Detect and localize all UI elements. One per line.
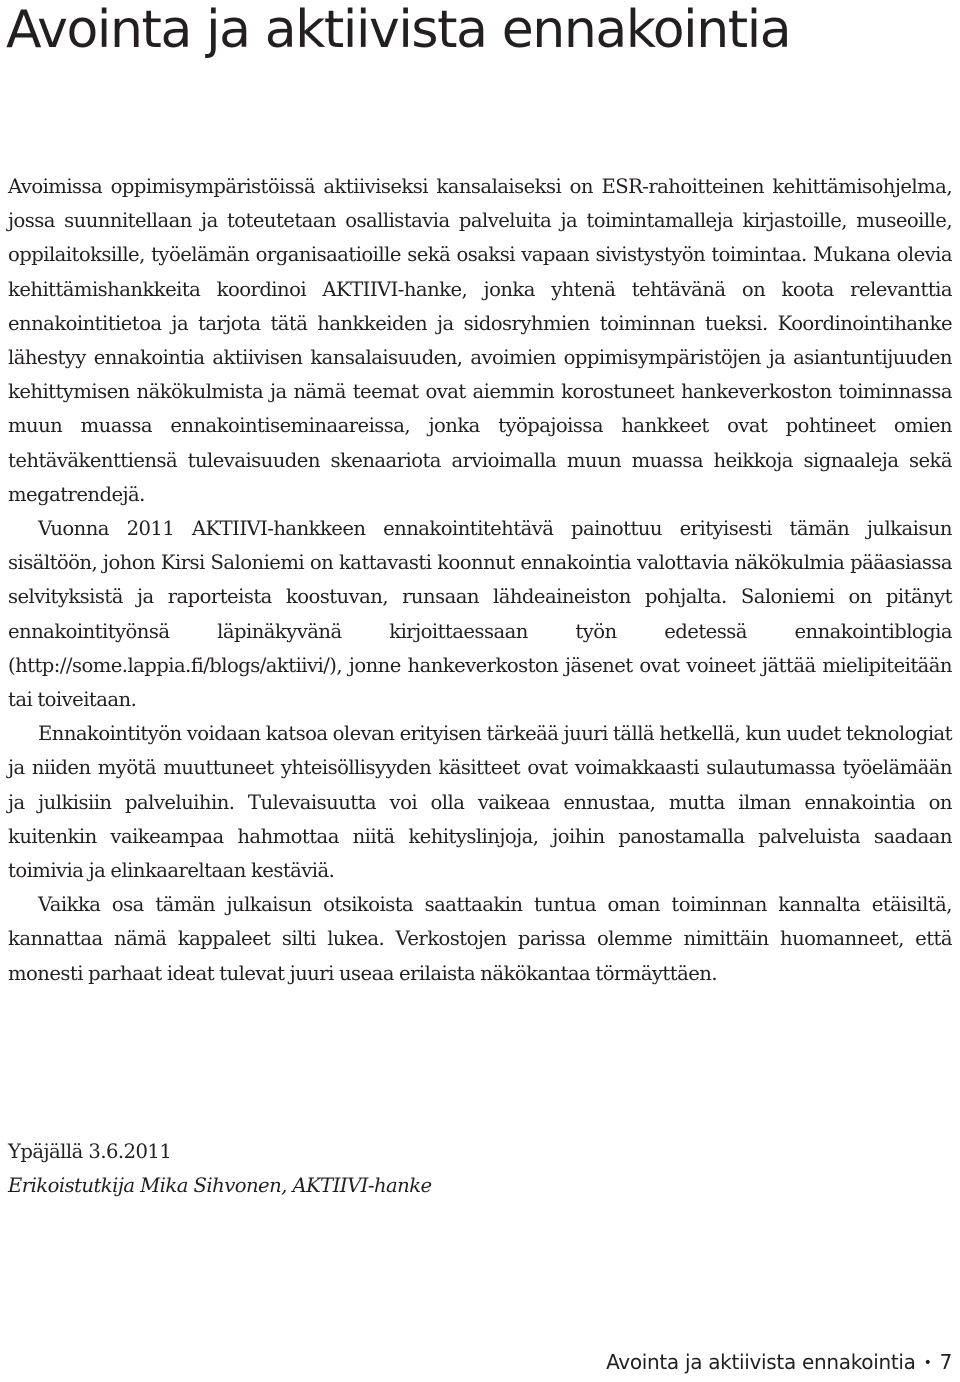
body-text bbox=[8, 170, 952, 991]
bullet-separator: • bbox=[923, 1355, 932, 1371]
paragraph-3: Ennakointityön voidaan katsoa olevan erityisen tärkeää juuri tällä hetkellä, kun uudet teknologiat ja niiden myötä muuttuneet yhteisöllisyyden käsitteet ovat voimakkaasti sulautumassa työelämään ja julkisiin palveluihin. Tulevaisuutta voi olla vaikeaa ennustaa, mutta ilman ennakointia on kuitenkin vaikeampaa hahmottaa niitä kehityslinjoja, joihin panostamalla palveluista saadaan toimivia ja elinkaareltaan kestäviä. bbox=[8, 722, 952, 883]
running-title: Avointa ja aktiivista ennakointia bbox=[606, 1350, 916, 1374]
paragraph-2: Vuonna 2011 AKTIIVI-hankkeen ennakointitehtävä painottuu erityisesti tämän julkaisun sisältöön, johon Kirsi Saloniemi on kattavasti koonnut ennakointia valottavia näkökulmia pääasiassa selvityksistä ja raporteista koostuvan, runsaan lähdeaineiston pohjalta. Saloniemi on pitänyt ennakointityönsä läpinäkyvänä kirjoittaessaan työn edetessä ennakointiblogia (http://some.lappia.fi/blogs/aktiivi/), jonne hankeverkoston jäsenet ovat voineet jättää mielipiteitään tai toiveitaan. bbox=[8, 517, 952, 712]
page-footer bbox=[606, 1349, 952, 1376]
signature-block bbox=[8, 1135, 432, 1203]
paragraph-1: Avoimissa oppimisympäristöissä aktiiviseksi kansalaiseksi on ESR-rahoitteinen kehittämisohjelma, jossa suunnitellaan ja toteutetaan osallistavia palveluita ja toimintamalleja kirjastoille, museoille, oppilaitoksille, työelämän organisaatioille sekä osaksi vapaan sivistystyön toimintaa. Mukana olevia kehittämishankkeita koordinoi AKTIIVI-hanke, jonka yhtenä tehtävänä on koota relevanttia ennakointitietoa ja tarjota tätä hankkeiden ja sidosryhmien toiminnan tueksi. Koordinointihanke lähestyy ennakointia aktiivisen kansalaisuuden, avoimien oppimisympäristöjen ja asiantuntijuuden kehittymisen näkökulmista ja nämä teemat ovat aiemmin korostuneet hankeverkoston toiminnassa muun muassa ennakointiseminaareissa, jonka työpajoissa hankkeet ovat pohtineet omien tehtäväkenttiensä tulevaisuuden skenaariota arvioimalla muun muassa heikkoja signaaleja sekä megatrendejä. bbox=[8, 175, 952, 506]
paragraph-4: Vaikka osa tämän julkaisun otsikoista saattaakin tuntua oman toiminnan kannalta etäisiltä, kannattaa nämä kappaleet silti lukea. Verkostojen parissa olemme nimittäin huomanneet, että monesti parhaat ideat tulevat juuri useaa erilaista näkökantaa törmäyttäen. bbox=[8, 893, 952, 985]
author-line: Erikoistutkija Mika Sihvonen, AKTIIVI-hanke bbox=[8, 1174, 432, 1198]
page-number: 7 bbox=[939, 1350, 952, 1374]
page-title: Avointa ja aktiivista ennakointia bbox=[6, 0, 791, 60]
place-date: Ypäjällä 3.6.2011 bbox=[8, 1140, 172, 1163]
